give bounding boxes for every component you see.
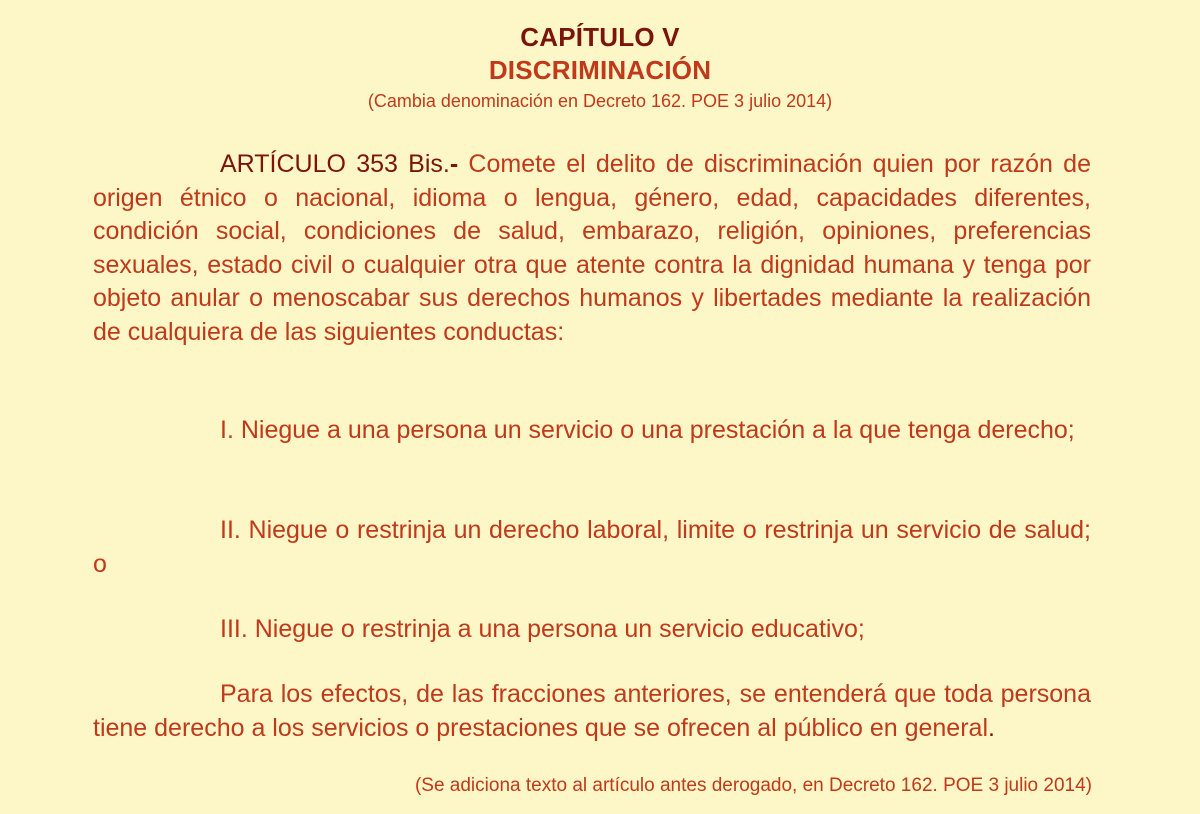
closing-text: Para los efectos, de las fracciones anteriores, se entenderá que toda persona tiene derecho a los servicios o prestaciones que se ofrecen al público en general: [93, 680, 1091, 742]
fraction-ii: II. Niegue o restrinja un derecho laboral, limite o restrinja un servicio de salud; o: [93, 516, 1091, 578]
chapter-title: DISCRIMINACIÓN: [488, 55, 712, 85]
article-amendment-note: (Se adiciona texto al artículo antes derogado, en Decreto 162. POE 3 julio 2014): [414, 775, 1092, 796]
chapter-amendment-note: (Cambia denominación en Decreto 162. POE 3 julio 2014): [367, 91, 833, 111]
closing-period: .: [988, 713, 995, 742]
fraction-i: I. Niegue a una persona un servicio o una prestación a la que tenga derecho;: [220, 416, 1075, 444]
article-text: Comete el delito de discriminación quien por razón de origen étnico o nacional, idioma o lengua, género, edad, capacidades diferentes, condición social, condiciones de salud, embarazo, religión, opiniones, preferencias sexuales, estado civil o cualquier otra que atente contra la dignidad humana y tenga por objeto anular o menoscabar sus derechos humanos y libertades mediante la realización de cualquiera de las siguientes conductas:: [93, 150, 1091, 346]
closing-paragraph: [93, 678, 1091, 745]
article-label: ARTÍCULO 353 Bis.: [220, 150, 450, 178]
article-paragraph: [93, 148, 1091, 349]
article-separator: -: [449, 150, 459, 178]
chapter-number: CAPÍTULO V: [520, 22, 680, 52]
fraction-iii: III. Niegue o restrinja a una persona un servicio educativo;: [220, 615, 865, 643]
